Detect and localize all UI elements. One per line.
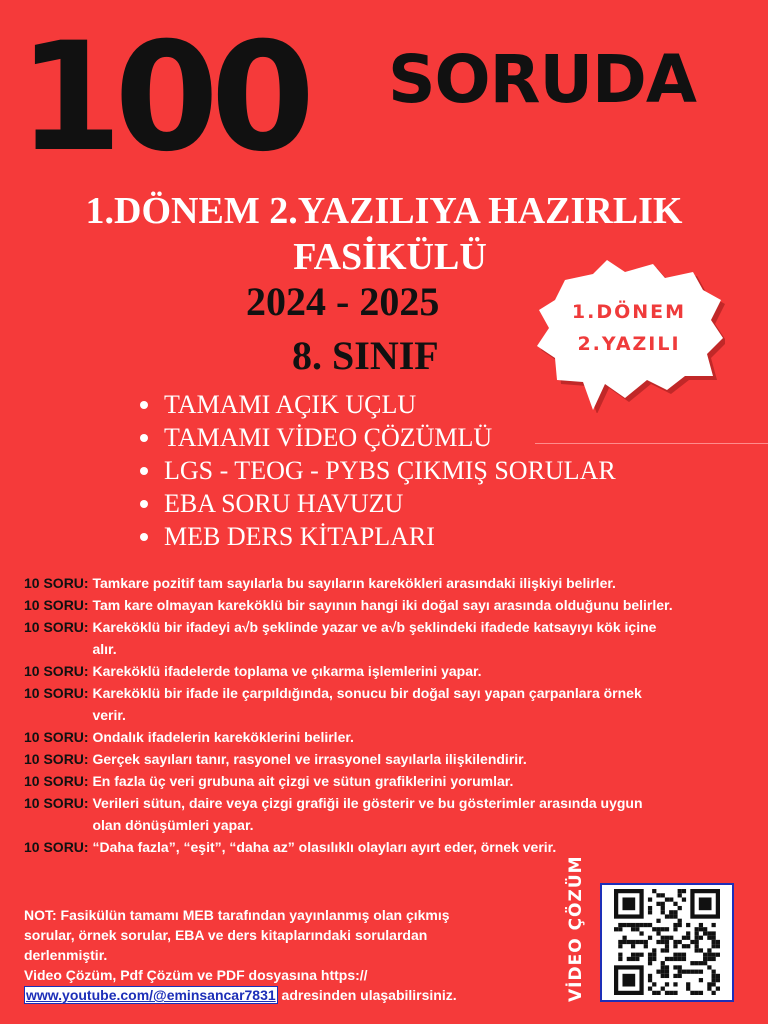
topic-item [24, 572, 754, 594]
feature-text: MEB DERS KİTAPLARI [164, 522, 435, 551]
topic-text: Gerçek sayıları tanır, rasyonel ve irrasyonel sayılarla ilişkilendirir. [92, 751, 527, 767]
note-line: derlenmiştir. [24, 947, 108, 963]
feature-item [140, 388, 616, 421]
topic-item [24, 616, 754, 660]
qr-code-icon [613, 889, 721, 995]
topic-count-label: 10 SORU: [24, 751, 89, 767]
feature-text: TAMAMI AÇIK UÇLU [164, 390, 417, 419]
feature-text: LGS - TEOG - PYBS ÇIKMIŞ SORULAR [164, 456, 616, 485]
feature-item [140, 454, 616, 487]
topic-text: Tamkare pozitif tam sayılarla bu sayıların karekökleri arasındaki ilişkiyi belirler. [92, 575, 616, 591]
topic-text: Ondalık ifadelerin kareköklerini belirler. [92, 729, 354, 745]
school-year: 2024 - 2025 [246, 279, 440, 324]
bubble-text [548, 296, 710, 360]
note-line-link-row [24, 985, 544, 1005]
feature-text: TAMAMI VİDEO ÇÖZÜMLÜ [164, 423, 493, 452]
hero-word-soruda: SORUDA [388, 41, 696, 118]
bullet-icon [140, 500, 148, 508]
topic-count-label: 10 SORU: [24, 685, 89, 701]
topic-item [24, 792, 754, 836]
topic-item [24, 660, 754, 682]
topic-item [24, 594, 754, 616]
title-line-1: 1.DÖNEM 2.YAZILIYA HAZIRLIK [85, 190, 683, 232]
bullet-icon [140, 401, 148, 409]
title-line-2: FASİKÜLÜ [293, 236, 487, 278]
video-solution-label: VİDEO ÇÖZÜM [566, 855, 586, 1002]
topic-count-label: 10 SORU: [24, 597, 89, 613]
bubble-line-1: 1.DÖNEM [571, 301, 687, 323]
hero-number-100: 100 [18, 11, 308, 185]
bullet-icon [140, 467, 148, 475]
note-line: sorular, örnek sorular, EBA ve ders kitaplarındaki sorulardan [24, 927, 428, 943]
topic-item [24, 748, 754, 770]
grade-label: 8. SINIF [292, 333, 439, 378]
topic-count-label: 10 SORU: [24, 729, 89, 745]
topic-list [24, 572, 754, 858]
topic-item [24, 726, 754, 748]
feature-text: EBA SORU HAVUZU [164, 489, 404, 518]
topic-count-label: 10 SORU: [24, 663, 89, 679]
bullet-icon [140, 434, 148, 442]
topic-text: Kareköklü bir ifade ile çarpıldığında, sonucu bir doğal sayı yapan çarpanlara örnek verir. [92, 685, 642, 723]
note-line: NOT: Fasikülün tamamı MEB tarafından yayınlanmış olan çıkmış [24, 907, 450, 923]
youtube-link[interactable]: www.youtube.com/@eminsancar7831 [26, 987, 276, 1003]
topic-text: “Daha fazla”, “eşit”, “daha az” olasılıklı olayları ayırt eder, örnek verir. [92, 839, 557, 855]
topic-text: Kareköklü bir ifadeyi a√b şeklinde yazar ve a√b şeklindeki ifadede katsayıyı kök içine alır. [92, 619, 657, 657]
topic-count-label: 10 SORU: [24, 773, 89, 789]
note-line: Video Çözüm, Pdf Çözüm ve PDF dosyasına https:// [24, 967, 368, 983]
topic-item [24, 770, 754, 792]
topic-count-label: 10 SORU: [24, 619, 89, 635]
feature-list [140, 388, 616, 553]
topic-count-label: 10 SORU: [24, 839, 89, 855]
footer-note [24, 905, 544, 1005]
feature-item [140, 520, 616, 553]
feature-item [140, 421, 616, 454]
bullet-icon [140, 533, 148, 541]
topic-text: Tam kare olmayan kareköklü bir sayının hangi iki doğal sayı arasında olduğunu belirler. [92, 597, 673, 613]
topic-text: En fazla üç veri grubuna ait çizgi ve sütun grafiklerini yorumlar. [92, 773, 514, 789]
topic-count-label: 10 SORU: [24, 795, 89, 811]
topic-item [24, 682, 754, 726]
bubble-line-2: 2.YAZILI [577, 333, 681, 355]
note-line-tail: adresinden ulaşabilirsiniz. [277, 987, 457, 1003]
feature-item [140, 487, 616, 520]
topic-text: Verileri sütun, daire veya çizgi grafiği ile gösterir ve bu gösterimler arasında uygun olan dönüşümleri yapar. [92, 795, 643, 833]
topic-item [24, 836, 754, 858]
qr-code[interactable] [600, 883, 734, 1002]
topic-text: Kareköklü ifadelerde toplama ve çıkarma işlemlerini yapar. [92, 663, 482, 679]
topic-count-label: 10 SORU: [24, 575, 89, 591]
